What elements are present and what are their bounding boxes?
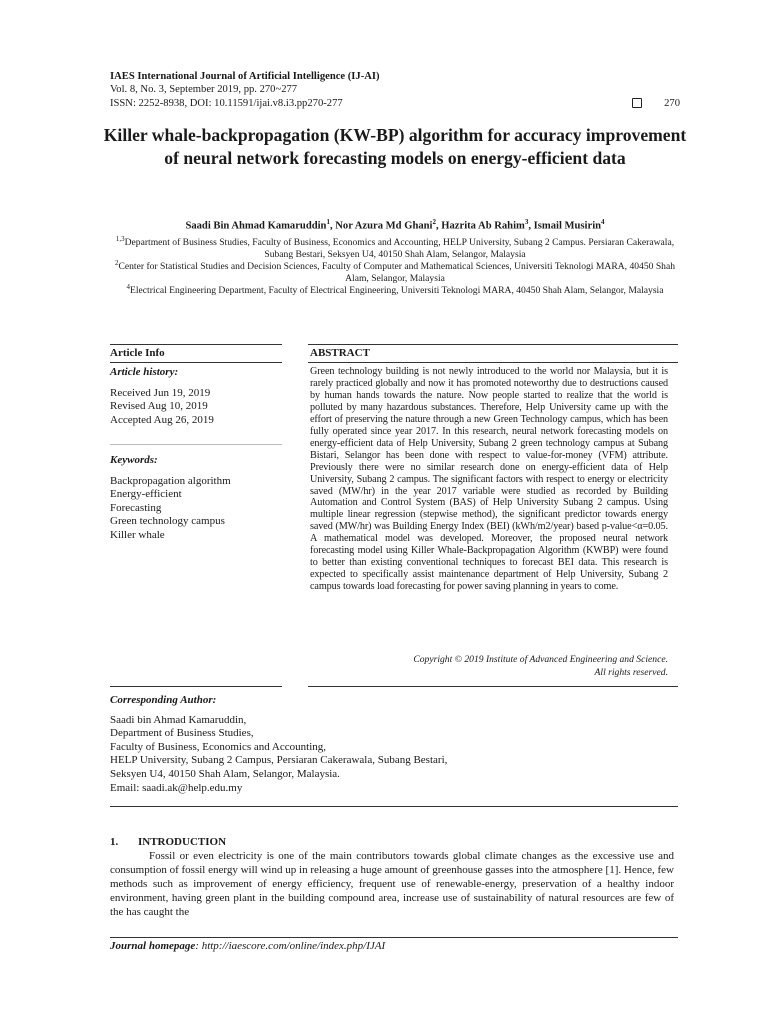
journal-header (110, 70, 680, 110)
keyword-item: Green technology campus (110, 515, 225, 528)
author-name: Ismail Musirin (533, 220, 602, 232)
divider (308, 362, 678, 363)
affiliation (108, 258, 682, 285)
section-title: INTRODUCTION (138, 836, 227, 848)
divider (110, 444, 282, 445)
divider (110, 937, 678, 938)
keywords (110, 454, 280, 543)
corresponding-line: Faculty of Business, Economics and Accounting, (110, 740, 326, 753)
journal-homepage (110, 940, 385, 952)
corresponding-line: Department of Business Studies, (110, 727, 254, 740)
divider (110, 362, 282, 363)
introduction-text: Fossil or even electricity is one of the main contributors towards global climate changes as the excessive use and consumption of fossil energy will wind up in releasing a huge amount of greenhouse gasses into the atmosphere [1]. Hence, few methods such as improvement of energy efficiency, frequent use of renewable-energy, preservation of a healthy indoor environment, having green plant in the building compound area, increase use of sustainability of natural resources are few of the has caught the (110, 850, 674, 919)
section-number: 1. (110, 836, 119, 848)
keyword-item: Backpropagation algorithm (110, 474, 231, 487)
corresponding-line: Saadi bin Ahmad Kamaruddin, (110, 713, 247, 726)
author-name: Hazrita Ab Rahim (441, 220, 525, 232)
author-sup: 2 (432, 218, 436, 226)
affiliation-sup: 4 (126, 283, 130, 291)
copyright-notice (310, 654, 668, 679)
accepted-date: Accepted Aug 26, 2019 (110, 413, 214, 426)
homepage-separator: : (195, 940, 199, 952)
copyright-line: Copyright © 2019 Institute of Advanced Engineering and Science. (413, 654, 668, 665)
journal-name: IAES International Journal of Artificial Intelligence (IJ-AI) (110, 71, 380, 82)
affiliation-text: Department of Business Studies, Faculty of Business, Economics and Accounting, HELP University, Subang 2 Campus. Persiaran Cakerawala, Subang Bestari, Seksyen U4, 40150 Shah Alam, Selangor, Malaysia (124, 237, 675, 260)
homepage-label: Journal homepage (110, 940, 196, 952)
affiliation-text: Electrical Engineering Department, Faculty of Electrical Engineering, Universiti Teknologi MARA, 40450 Shah Alam, Selangor, Malaysia (130, 285, 664, 297)
keyword-item: Energy-efficient (110, 488, 182, 501)
corresponding-email: Email: saadi.ak@help.edu.my (110, 781, 243, 794)
abstract-text: Green technology building is not newly introduced to the world nor Malaysia, but it is rarely practiced globally and now it has promoted noteworthy due to destructions caused by human hands towards the nature. Now people started to realize that the world is polluted by many hazardous substances. Therefore, Help University came up with the effort of preserving the nature through a new Green Technology campus, which has been fully operated since year 2017. In this research, neural network forecasting models on energy-efficient data of Help University, Subang 2 green technology campus at Subang Bistari, Selangor has been done with respect to value-for-money (VFM) attribute. Previously there were no similar research done on energy-efficient data of Help University, Subang 2 campus. The significant factors with respect to energy or electricity saved (MW/hr) in the year 2017 variable were studied as recorded by Building Automation and Control System (BAS) of Help University Subang 2 campus. Using multiple linear regression (stepwise method), the significant predictor towards energy saved (MW/hr) was Building Energy Index (BEI) (kWh/m2/year) based p-value<α=0.05. A mathematical model was developed. Moreover, the proposed neural network forecasting model using Killer Whale-Backpropagation Algorithm (KWBP) were found to better than existing conventional techniques to forecast BEI data. This research is expected to specifically assist maintenance department of Help University, Subang 2 campus towards load forecasting for power saving planning in years to come. (310, 366, 668, 593)
divider (308, 344, 678, 345)
corresponding-line: Seksyen U4, 40150 Shah Alam, Selangor, Malaysia. (110, 767, 340, 780)
homepage-link[interactable]: http://iaescore.com/online/index.php/IJAI (201, 940, 386, 952)
square-bullet-icon (632, 98, 642, 108)
copyright-line: All rights reserved. (594, 666, 668, 678)
divider (110, 686, 282, 687)
article-history (110, 366, 280, 427)
affiliation-sup: 2 (114, 259, 119, 267)
affiliation-text: Center for Statistical Studies and Decision Sciences, Faculty of Computer and Mathematical Sciences, Universiti Teknologi MARA, 40450 Shah Alam, Selangor, Malaysia (118, 261, 676, 284)
received-date: Received Jun 19, 2019 (110, 386, 211, 399)
keyword-item: Killer whale (110, 528, 165, 541)
journal-volume: Vol. 8, No. 3, September 2019, pp. 270~277 (110, 84, 298, 96)
article-history-label: Article history: (110, 366, 179, 378)
corresponding-line: HELP University, Subang 2 Campus, Persiaran Cakerawala, Subang Bestari, (110, 754, 448, 767)
corresponding-author-label: Corresponding Author: (110, 694, 217, 706)
affiliation (108, 282, 682, 297)
affiliation-sup: 1,3 (115, 235, 125, 243)
author-name: Nor Azura Md Ghani (335, 220, 433, 232)
revised-date: Revised Aug 10, 2019 (110, 400, 208, 413)
author-sup: 3 (524, 218, 529, 226)
author-list: Saadi Bin Ahmad Kamaruddin$^1$, Nor Azura Md Ghani$^2$, Hazrita Ab Rahim$^3$, Ismail Musirin$^4$ (185, 218, 605, 232)
paper-title: Killer whale-backpropagation (KW-BP) algorithm for accuracy improvement of neural network forecasting models on energy-efficient data (103, 125, 687, 168)
divider (110, 806, 678, 807)
author-sup: 4 (601, 218, 605, 226)
divider (110, 344, 282, 345)
divider (308, 686, 678, 687)
keywords-label: Keywords: (110, 454, 158, 466)
author-name: Saadi Bin Ahmad Kamaruddin (185, 220, 327, 232)
section-heading (110, 836, 226, 848)
corresponding-author (110, 694, 670, 795)
article-info-heading: Article Info (110, 347, 165, 359)
abstract-heading: ABSTRACT (310, 347, 370, 359)
journal-issn-doi: ISSN: 2252-8938, DOI: 10.11591/ijai.v8.i3.pp270-277 (110, 97, 343, 109)
page-number: 270 (664, 97, 680, 109)
author-sup: 1 (326, 218, 330, 226)
affiliation (108, 234, 682, 261)
keyword-item: Forecasting (110, 501, 162, 514)
